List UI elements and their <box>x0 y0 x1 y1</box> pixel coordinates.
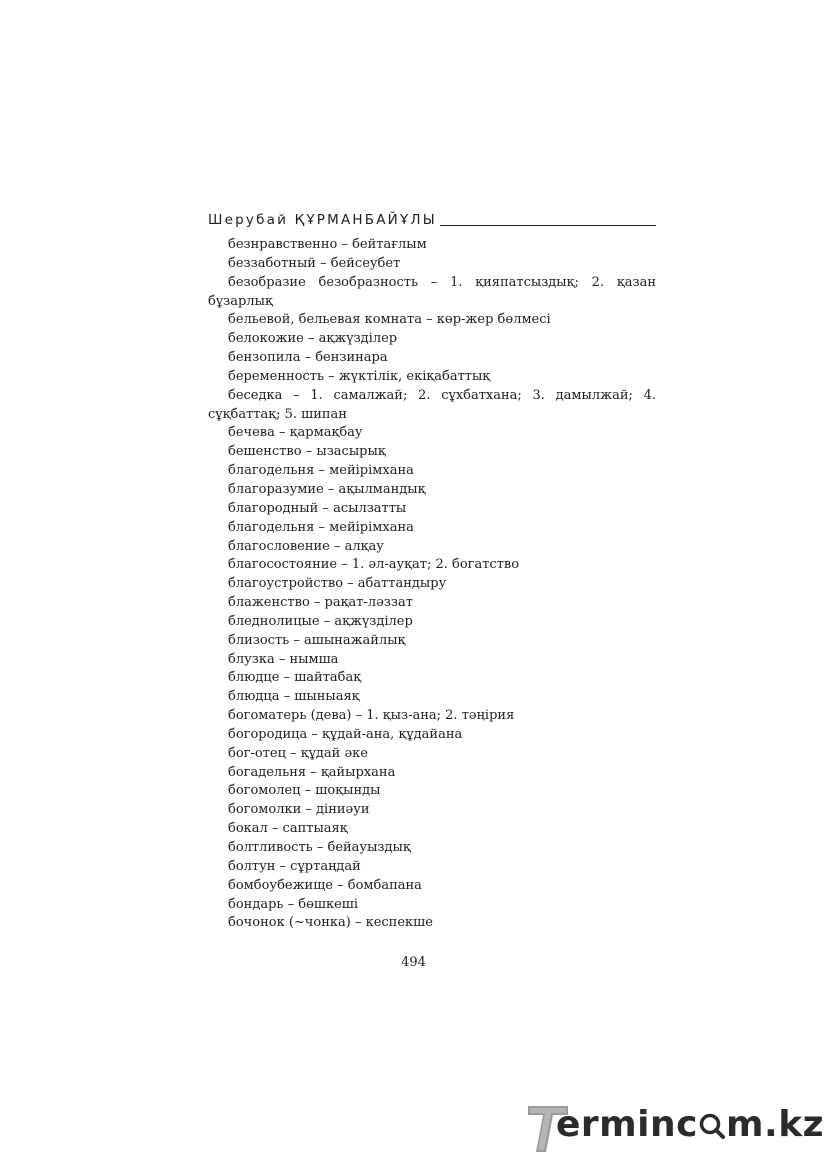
dictionary-entry: бензопила – бензинара <box>228 350 388 366</box>
dictionary-entry: богомолец – шоқынды <box>228 783 381 799</box>
dictionary-entry: безнравственно – бейтағлым <box>228 237 427 252</box>
logo-text <box>556 1102 824 1148</box>
dictionary-entry: бледнолицые – ақжүзділер <box>228 613 413 629</box>
dictionary-entry: беззаботный – бейсеубет <box>228 255 401 271</box>
dictionary-entry: беременность – жүктілік, екіқабаттық <box>228 368 491 384</box>
running-head <box>208 211 656 229</box>
dictionary-entry: благоустройство – абаттандыру <box>228 576 447 592</box>
dictionary-entry: благословение – алқау <box>228 538 384 554</box>
dictionary-entry: белокожие – ақжүзділер <box>228 331 398 347</box>
magnifier-icon <box>698 1105 726 1133</box>
dictionary-entry: благородный – асылзатты <box>228 500 407 516</box>
dictionary-entry: благоразумие – ақылмандық <box>228 481 426 497</box>
entry-list <box>208 236 656 933</box>
dictionary-entry: бог-отец – құдай әке <box>228 745 368 761</box>
dictionary-entry: богадельня – қайырхана <box>228 764 396 780</box>
author-name: Шерубай ҚҰРМАНБАЙҰЛЫ <box>208 212 437 228</box>
dictionary-entry: богородица – құдай-ана, құдайана <box>228 726 463 742</box>
dictionary-entry: бочонок (~чонка) – кеспекше <box>228 915 433 931</box>
dictionary-entry: болтун – сұртаңдай <box>228 858 361 874</box>
dictionary-entry: бондарь – бөшкеші <box>228 896 359 912</box>
logo-text-after: m.kz <box>726 1104 825 1145</box>
dictionary-entry: богомолки – діниәуи <box>228 802 370 818</box>
dictionary-entry: богоматерь (дева) – 1. қыз-ана; 2. тәңірия <box>228 708 515 724</box>
dictionary-entry: благосостояние – 1. әл-ауқат; 2. богатство <box>228 557 520 573</box>
dictionary-entry: блюдца – шыныаяқ <box>228 689 360 705</box>
dictionary-entry: бомбоубежище – бомбапана <box>228 877 422 893</box>
page-number: 494 <box>401 955 426 970</box>
logo-text-before: erminc <box>556 1104 698 1145</box>
dictionary-entry: близость – ашынажайлық <box>228 632 406 648</box>
dictionary-entry: беседка – 1. самалжай; 2. сұхбатхана; 3. дамылжай; 4. сұқбаттақ; 5. шипан <box>208 387 656 422</box>
dictionary-entry: безобразие безобразность – 1. қияпатсыздық; 2. қазан бұзарлық <box>208 274 656 309</box>
header-rule <box>440 225 656 226</box>
dictionary-entry: бельевой, бельевая комната – көр-жер бөлмесі <box>228 312 551 328</box>
dictionary-entry: благодельня – мейірімхана <box>228 519 414 535</box>
dictionary-entry: блаженство – рақат-ләззат <box>228 595 413 611</box>
dictionary-entry: бешенство – ызасырық <box>228 444 386 460</box>
dictionary-entry: болтливость – бейауыздық <box>228 840 411 855</box>
dictionary-entry: бокал – саптыаяқ <box>228 821 348 837</box>
termincom-logo <box>526 1098 825 1156</box>
dictionary-entry: благодельня – мейірімхана <box>228 463 414 479</box>
dictionary-entry: блюдце – шайтабақ <box>228 670 362 686</box>
dictionary-entry: блузка – нымша <box>228 651 339 667</box>
dictionary-entry: бечева – қармақбау <box>228 425 363 441</box>
